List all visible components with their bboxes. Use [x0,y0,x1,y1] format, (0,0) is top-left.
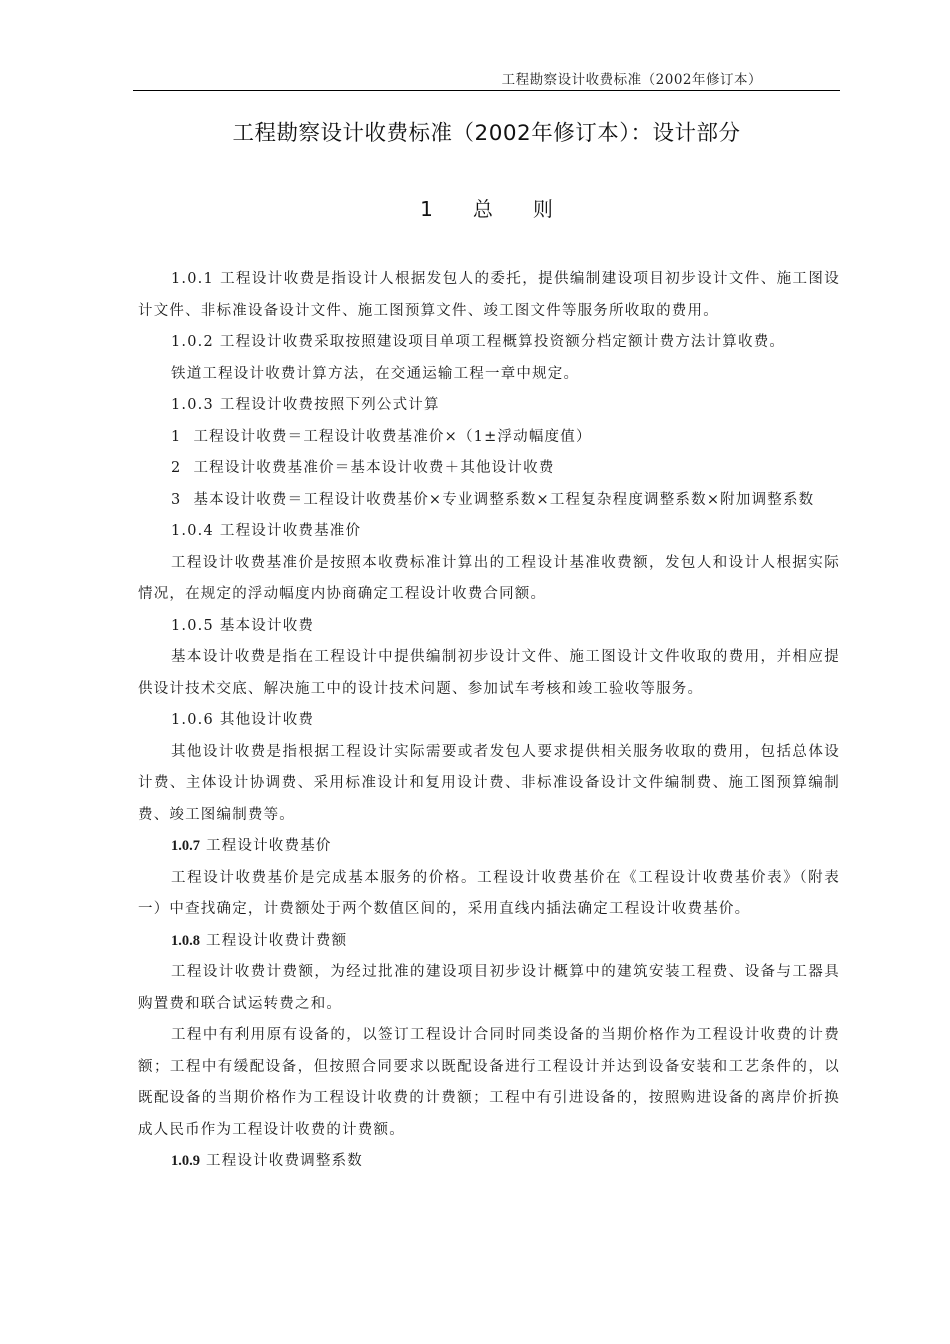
paragraph [138,327,840,359]
chapter-number: 1 [420,197,433,221]
clause-number: 1.0.1 [171,271,214,287]
item-number: 2 [171,460,182,476]
document-title: 工程勘察设计收费标准（2002年修订本）：设计部分 [232,121,741,146]
paragraph-text: 铁道工程设计收费计算方法，在交通运输工程一章中规定。 [171,365,580,382]
clause-number: 1.0.5 [171,617,214,634]
paragraph [138,611,840,643]
paragraph [138,642,840,705]
chapter-heading [133,193,840,222]
paragraph [138,1146,840,1178]
paragraph-text: 工程设计收费计费额 [206,932,348,949]
clause-number: 1.0.9 [171,1153,200,1169]
paragraph [138,737,840,832]
clause-number: 1.0.2 [171,334,214,350]
running-header: 工程勘察设计收费标准（2002年修订本） [501,72,762,88]
paragraph [138,831,840,863]
item-number: 3 [171,491,182,508]
clause-number: 1.0.7 [171,838,200,854]
paragraph-text: 工程设计收费基准价是按照本收费标准计算出的工程设计基准收费额，发包人和设计人根据实际情况，在规定的浮动幅度内协商确定工程设计收费合同额。 [138,554,840,602]
formula-text: 工程设计收费基准价＝基本设计收费＋其他设计收费 [193,460,555,476]
clause-number: 1.0.8 [171,932,200,949]
paragraph [138,957,840,1020]
paragraph-text: 工程设计收费基价是完成基本服务的价格。工程设计收费基价在《工程设计收费基价表》（附表一）中查找确定，计费额处于两个数值区间的，采用直线内插法确定工程设计收费基价。 [138,869,840,917]
formula-text: 基本设计收费＝工程设计收费基价×专业调整系数×工程复杂程度调整系数×附加调整系数 [193,491,815,508]
paragraph [138,1020,840,1146]
paragraph-text: 基本设计收费是指在工程设计中提供编制初步设计文件、施工图设计文件收取的费用，并相应提供设计技术交底、解决施工中的设计技术问题、参加试车考核和竣工验收等服务。 [138,649,840,697]
item-number: 1 [171,428,182,445]
paragraph-text: 其他设计收费 [219,712,315,728]
clause-number: 1.0.4 [171,523,214,539]
paragraph-text: 工程设计收费基准价 [219,523,362,539]
paragraph-text: 工程设计收费基价 [206,838,332,854]
paragraph [138,863,840,926]
paragraph [138,516,840,548]
paragraph-text: 基本设计收费 [219,617,315,634]
document-body [138,264,840,1178]
paragraph-text: 工程设计收费按照下列公式计算 [219,397,440,413]
clause-number: 1.0.3 [171,397,214,413]
paragraph [138,359,840,391]
formula-text: 工程设计收费＝工程设计收费基准价×（1±浮动幅度值） [193,428,592,445]
paragraph [138,926,840,958]
paragraph-text: 工程设计收费调整系数 [206,1153,363,1169]
header-divider [133,90,840,91]
clause-number: 1.0.6 [171,712,214,728]
paragraph [138,705,840,737]
chapter-name: 总 则 [472,197,553,221]
paragraph-text: 工程设计收费采取按照建设项目单项工程概算投资额分档定额计费方法计算收费。 [219,334,786,350]
paragraph-text: 工程设计收费计费额，为经过批准的建设项目初步设计概算中的建筑安装工程费、设备与工器具购置费和联合试运转费之和。 [138,964,840,1012]
paragraph-text: 工程中有利用原有设备的，以签订工程设计合同时同类设备的当期价格作为工程设计收费的计费额；工程中有缓配设备，但按照合同要求以既配设备进行工程设计并达到设备安装和工艺条件的，以既配设备的当期价格作为工程设计收费的计费额；工程中有引进设备的，按照购进设备的离岸价折换成人民币作为工程设计收费的计费额。 [138,1027,840,1138]
formula-item [138,485,840,517]
paragraph-text: 工程设计收费是指设计人根据发包人的委托，提供编制建设项目初步设计文件、施工图设计文件、非标准设备设计文件、施工图预算文件、竣工图文件等服务所收取的费用。 [138,271,840,319]
paragraph-text: 其他设计收费是指根据工程设计实际需要或者发包人要求提供相关服务收取的费用，包括总体设计费、主体设计协调费、采用标准设计和复用设计费、非标准设备设计文件编制费、施工图预算编制费、竣工图编制费等。 [138,743,840,823]
paragraph [138,390,840,422]
paragraph [138,264,840,327]
paragraph [138,548,840,611]
formula-item [138,422,840,454]
formula-item [138,453,840,485]
